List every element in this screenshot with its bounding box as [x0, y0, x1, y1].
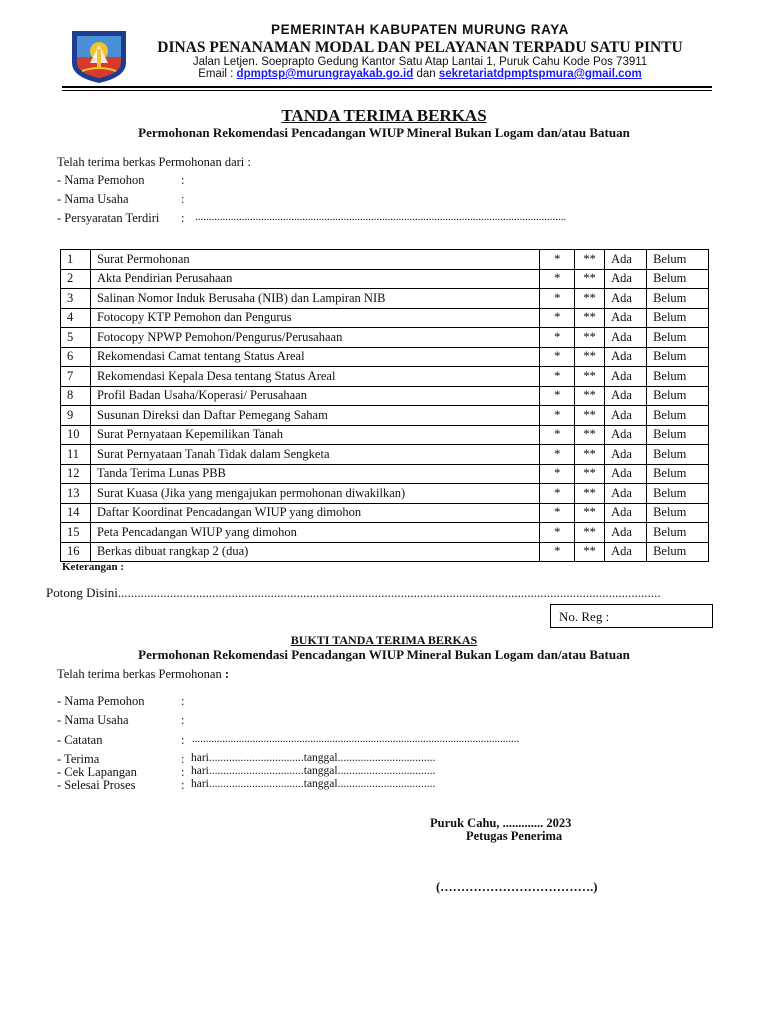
mark-single: *	[540, 523, 575, 543]
signature-role: Petugas Penerima	[466, 829, 563, 843]
status-ada[interactable]: Ada	[605, 523, 647, 543]
requirement-name: Tanda Terima Lunas PBB	[90, 464, 539, 484]
field-sep: :	[181, 713, 185, 727]
status-ada[interactable]: Ada	[605, 445, 647, 465]
status-ada[interactable]: Ada	[605, 269, 647, 289]
status-belum[interactable]: Belum	[647, 425, 709, 445]
requirement-name: Akta Pendirian Perusahaan	[90, 269, 539, 289]
proof-value-notes[interactable]: .......................................................................................................................	[192, 733, 520, 745]
registration-number-box[interactable]: No. Reg :	[550, 604, 713, 628]
status-belum[interactable]: Belum	[647, 347, 709, 367]
table-row	[61, 503, 709, 523]
signature-place-date: Puruk Cahu, ............. 2023	[430, 816, 572, 830]
row-number: 9	[61, 406, 91, 426]
cut-line: Potong Disini.......................................................................................................................................................................	[46, 585, 661, 600]
row-number: 13	[61, 484, 91, 504]
status-ada[interactable]: Ada	[605, 406, 647, 426]
mark-double: **	[575, 386, 605, 406]
status-belum[interactable]: Belum	[647, 445, 709, 465]
requirement-name: Surat Permohonan	[90, 250, 539, 270]
field-sep: :	[181, 765, 185, 779]
requirement-name: Surat Kuasa (Jika yang mengajukan permohonan diwakilkan)	[90, 484, 539, 504]
row-number: 4	[61, 308, 91, 328]
requirement-name: Fotocopy NPWP Pemohon/Pengurus/Perusahaan	[90, 328, 539, 348]
requirement-name: Daftar Koordinat Pencadangan WIUP yang dimohon	[90, 503, 539, 523]
table-row	[61, 464, 709, 484]
status-belum[interactable]: Belum	[647, 386, 709, 406]
requirement-name: Berkas dibuat rangkap 2 (dua)	[90, 542, 539, 562]
table-row	[61, 484, 709, 504]
requirement-name: Peta Pencadangan WIUP yang dimohon	[90, 523, 539, 543]
mark-double: **	[575, 269, 605, 289]
field-sep: :	[181, 733, 185, 747]
date-label-received: - Terima	[57, 752, 100, 766]
status-ada[interactable]: Ada	[605, 289, 647, 309]
field-value-requirements[interactable]: .......................................................................................................................................	[195, 211, 567, 223]
proof-intro: Telah terima berkas Permohonan :	[57, 667, 229, 681]
mark-double: **	[575, 289, 605, 309]
row-number: 12	[61, 464, 91, 484]
mark-double: **	[575, 484, 605, 504]
field-label-applicant: - Nama Pemohon	[57, 173, 145, 187]
status-belum[interactable]: Belum	[647, 289, 709, 309]
status-ada[interactable]: Ada	[605, 484, 647, 504]
mark-single: *	[540, 445, 575, 465]
field-sep: :	[181, 173, 185, 187]
status-ada[interactable]: Ada	[605, 347, 647, 367]
status-belum[interactable]: Belum	[647, 484, 709, 504]
table-row	[61, 542, 709, 562]
proof-label-notes: - Catatan	[57, 733, 103, 747]
date-value-field-check[interactable]: hari.................................tanggal..................................	[191, 765, 436, 777]
table-row	[61, 308, 709, 328]
table-row	[61, 386, 709, 406]
status-ada[interactable]: Ada	[605, 367, 647, 387]
field-label-requirements: - Persyaratan Terdiri	[57, 211, 160, 225]
mark-single: *	[540, 386, 575, 406]
status-belum[interactable]: Belum	[647, 523, 709, 543]
mark-single: *	[540, 542, 575, 562]
status-belum[interactable]: Belum	[647, 250, 709, 270]
email-joiner: dan	[416, 68, 436, 80]
row-number: 16	[61, 542, 91, 562]
mark-single: *	[540, 347, 575, 367]
status-ada[interactable]: Ada	[605, 386, 647, 406]
requirement-name: Susunan Direksi dan Daftar Pemegang Saham	[90, 406, 539, 426]
status-ada[interactable]: Ada	[605, 464, 647, 484]
row-number: 7	[61, 367, 91, 387]
mark-double: **	[575, 406, 605, 426]
requirement-name: Fotocopy KTP Pemohon dan Pengurus	[90, 308, 539, 328]
mark-single: *	[540, 425, 575, 445]
status-ada[interactable]: Ada	[605, 328, 647, 348]
status-belum[interactable]: Belum	[647, 367, 709, 387]
mark-double: **	[575, 445, 605, 465]
mark-single: *	[540, 308, 575, 328]
requirements-table	[60, 249, 709, 562]
mark-double: **	[575, 425, 605, 445]
row-number: 10	[61, 425, 91, 445]
mark-single: *	[540, 269, 575, 289]
proof-label-applicant: - Nama Pemohon	[57, 694, 145, 708]
field-sep: :	[181, 778, 185, 792]
row-number: 5	[61, 328, 91, 348]
row-number: 6	[61, 347, 91, 367]
mark-double: **	[575, 250, 605, 270]
field-label-business: - Nama Usaha	[57, 192, 129, 206]
date-value-received[interactable]: hari.................................tanggal..................................	[191, 752, 436, 764]
mark-single: *	[540, 503, 575, 523]
receipt-title: TANDA TERIMA BERKAS	[281, 106, 487, 125]
email-link-2[interactable]: sekretariatdpmptspmura@gmail.com	[438, 68, 642, 80]
field-sep: :	[181, 192, 185, 206]
row-number: 11	[61, 445, 91, 465]
row-number: 14	[61, 503, 91, 523]
mark-double: **	[575, 523, 605, 543]
table-row	[61, 445, 709, 465]
proof-subtitle: Permohonan Rekomendasi Pencadangan WIUP Mineral Bukan Logam dan/atau Batuan	[138, 647, 630, 662]
mark-double: **	[575, 347, 605, 367]
row-number: 3	[61, 289, 91, 309]
mark-double: **	[575, 503, 605, 523]
email-link-1[interactable]: dpmptsp@murungrayakab.go.id	[236, 68, 414, 80]
row-number: 8	[61, 386, 91, 406]
status-ada[interactable]: Ada	[605, 542, 647, 562]
status-belum[interactable]: Belum	[647, 542, 709, 562]
table-row	[61, 523, 709, 543]
mark-single: *	[540, 367, 575, 387]
header-divider-thin	[62, 90, 712, 91]
mark-single: *	[540, 484, 575, 504]
row-number: 2	[61, 269, 91, 289]
status-belum[interactable]: Belum	[647, 328, 709, 348]
mark-double: **	[575, 308, 605, 328]
table-row	[61, 250, 709, 270]
mark-double: **	[575, 542, 605, 562]
header-divider-thick	[62, 86, 712, 88]
table-row	[61, 347, 709, 367]
requirement-name: Profil Badan Usaha/Koperasi/ Perusahaan	[90, 386, 539, 406]
proof-title: BUKTI TANDA TERIMA BERKAS	[290, 633, 478, 647]
mark-double: **	[575, 328, 605, 348]
table-row	[61, 269, 709, 289]
mark-single: *	[540, 328, 575, 348]
agency-address: Jalan Letjen. Soeprapto Gedung Kantor Satu Atap Lantai 1, Puruk Cahu Kode Pos 73911	[192, 56, 648, 68]
date-label-field-check: - Cek Lapangan	[57, 765, 137, 779]
mark-single: *	[540, 289, 575, 309]
mark-single: *	[540, 250, 575, 270]
field-sep: :	[181, 694, 185, 708]
table-row	[61, 367, 709, 387]
requirement-name: Rekomendasi Camat tentang Status Areal	[90, 347, 539, 367]
email-label: Email :	[198, 68, 234, 80]
status-belum[interactable]: Belum	[647, 406, 709, 426]
requirement-name: Salinan Nomor Induk Berusaha (NIB) dan Lampiran NIB	[90, 289, 539, 309]
requirement-name: Rekomendasi Kepala Desa tentang Status Areal	[90, 367, 539, 387]
field-sep: :	[181, 752, 185, 766]
date-label-completed: - Selesai Proses	[57, 778, 136, 792]
mark-double: **	[575, 464, 605, 484]
status-ada[interactable]: Ada	[605, 250, 647, 270]
receipt-intro: Telah terima berkas Permohonan dari :	[57, 155, 251, 169]
status-ada[interactable]: Ada	[605, 503, 647, 523]
status-ada[interactable]: Ada	[605, 425, 647, 445]
mark-double: **	[575, 367, 605, 387]
signature-name-placeholder[interactable]: (……………………………….)	[436, 880, 598, 894]
field-sep: :	[181, 211, 185, 225]
mark-single: *	[540, 406, 575, 426]
proof-label-business: - Nama Usaha	[57, 713, 129, 727]
table-row	[61, 406, 709, 426]
table-row	[61, 425, 709, 445]
row-number: 1	[61, 250, 91, 270]
status-belum[interactable]: Belum	[647, 503, 709, 523]
mark-single: *	[540, 464, 575, 484]
status-belum[interactable]: Belum	[647, 464, 709, 484]
row-number: 15	[61, 523, 91, 543]
keterangan-label: Keterangan :	[62, 561, 125, 573]
status-belum[interactable]: Belum	[647, 269, 709, 289]
status-belum[interactable]: Belum	[647, 308, 709, 328]
date-value-completed[interactable]: hari.................................tanggal..................................	[191, 778, 436, 790]
government-name: PEMERINTAH KABUPATEN MURUNG RAYA	[271, 22, 569, 37]
status-ada[interactable]: Ada	[605, 308, 647, 328]
table-row	[61, 289, 709, 309]
receipt-subtitle: Permohonan Rekomendasi Pencadangan WIUP Mineral Bukan Logam dan/atau Batuan	[138, 125, 630, 140]
regency-logo	[68, 27, 130, 85]
requirement-name: Surat Pernyataan Kepemilikan Tanah	[90, 425, 539, 445]
agency-email-line	[140, 68, 700, 80]
table-row	[61, 328, 709, 348]
agency-name: DINAS PENANAMAN MODAL DAN PELAYANAN TERPADU SATU PINTU	[157, 39, 683, 56]
requirement-name: Surat Pernyataan Tanah Tidak dalam Sengketa	[90, 445, 539, 465]
